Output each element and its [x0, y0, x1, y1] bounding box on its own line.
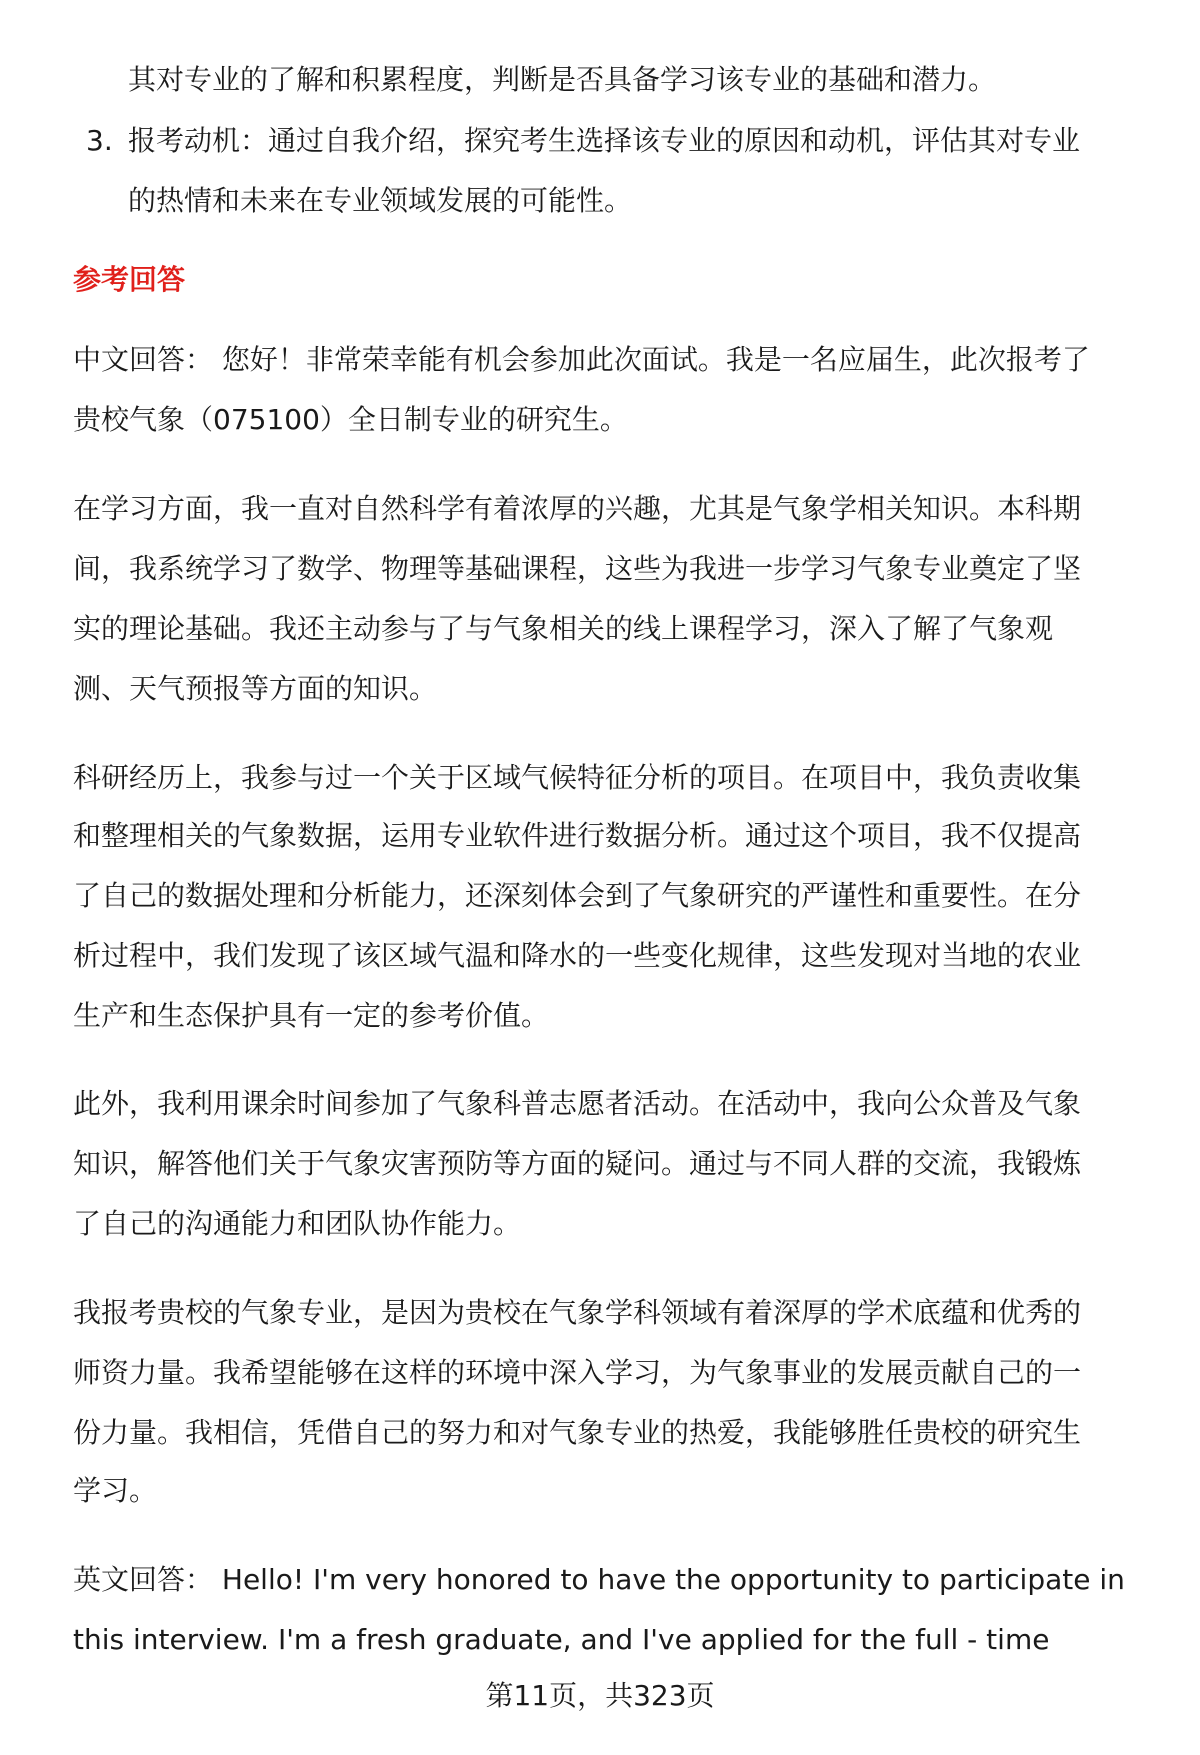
paragraph-line: 英文回答： Hello! I'm very honored to have the opportunity to participate in [73, 1563, 1125, 1596]
paragraph-line: 份力量。我相信，凭借自己的努力和对气象专业的热爱，我能够胜任贵校的研究生 [73, 1416, 1082, 1449]
paragraph-line: 生产和生态保护具有一定的参考价值。 [73, 999, 550, 1032]
paragraph-line: 了自己的沟通能力和团队协作能力。 [73, 1207, 522, 1240]
paragraph-line: 和整理相关的气象数据，运用专业软件进行数据分析。通过这个项目，我不仅提高 [73, 819, 1082, 852]
paragraph-line: 了自己的数据处理和分析能力，还深刻体会到了气象研究的严谨性和重要性。在分 [73, 879, 1082, 912]
paragraph-line: 师资力量。我希望能够在这样的环境中深入学习，为气象事业的发展贡献自己的一 [73, 1356, 1082, 1389]
page-footer: 第11页，共323页 [485, 1679, 715, 1712]
paragraph-line: 此外，我利用课余时间参加了气象科普志愿者活动。在活动中，我向公众普及气象 [73, 1087, 1082, 1120]
paragraph-line: 实的理论基础。我还主动参与了与气象相关的线上课程学习，深入了解了气象观 [73, 612, 1054, 645]
paragraph-line: 析过程中，我们发现了该区域气温和降水的一些变化规律，这些发现对当地的农业 [73, 939, 1082, 972]
paragraph-line: 我报考贵校的气象专业，是因为贵校在气象学科领域有着深厚的学术底蕴和优秀的 [73, 1296, 1082, 1329]
criteria-item3-line: 报考动机：通过自我介绍，探究考生选择该专业的原因和动机，评估其对专业 [128, 124, 1081, 157]
paragraph-line: 贵校气象（075100）全日制专业的研究生。 [73, 403, 628, 436]
paragraph-line: 在学习方面，我一直对自然科学有着浓厚的兴趣，尤其是气象学相关知识。本科期 [73, 492, 1082, 525]
criteria-item3-line: 的热情和未来在专业领域发展的可能性。 [128, 184, 633, 217]
paragraph-line: 学习。 [73, 1474, 158, 1507]
paragraph-line: 测、天气预报等方面的知识。 [73, 672, 438, 705]
paragraph-line: 知识，解答他们关于气象灾害预防等方面的疑问。通过与不同人群的交流，我锻炼 [73, 1147, 1082, 1180]
criteria-item2-continuation: 其对专业的了解和积累程度，判断是否具备学习该专业的基础和潜力。 [128, 63, 997, 96]
paragraph-line: 间，我系统学习了数学、物理等基础课程，这些为我进一步学习气象专业奠定了坚 [73, 552, 1082, 585]
section-heading: 参考回答 [73, 263, 186, 296]
list-number: 3. [86, 124, 113, 157]
paragraph-line: 科研经历上，我参与过一个关于区域气候特征分析的项目。在项目中，我负责收集 [73, 761, 1082, 794]
paragraph-line: 中文回答： 您好！非常荣幸能有机会参加此次面试。我是一名应届生，此次报考了 [73, 343, 1090, 376]
paragraph-line: this interview. I'm a fresh graduate, and I've applied for the full - time [73, 1623, 1050, 1656]
